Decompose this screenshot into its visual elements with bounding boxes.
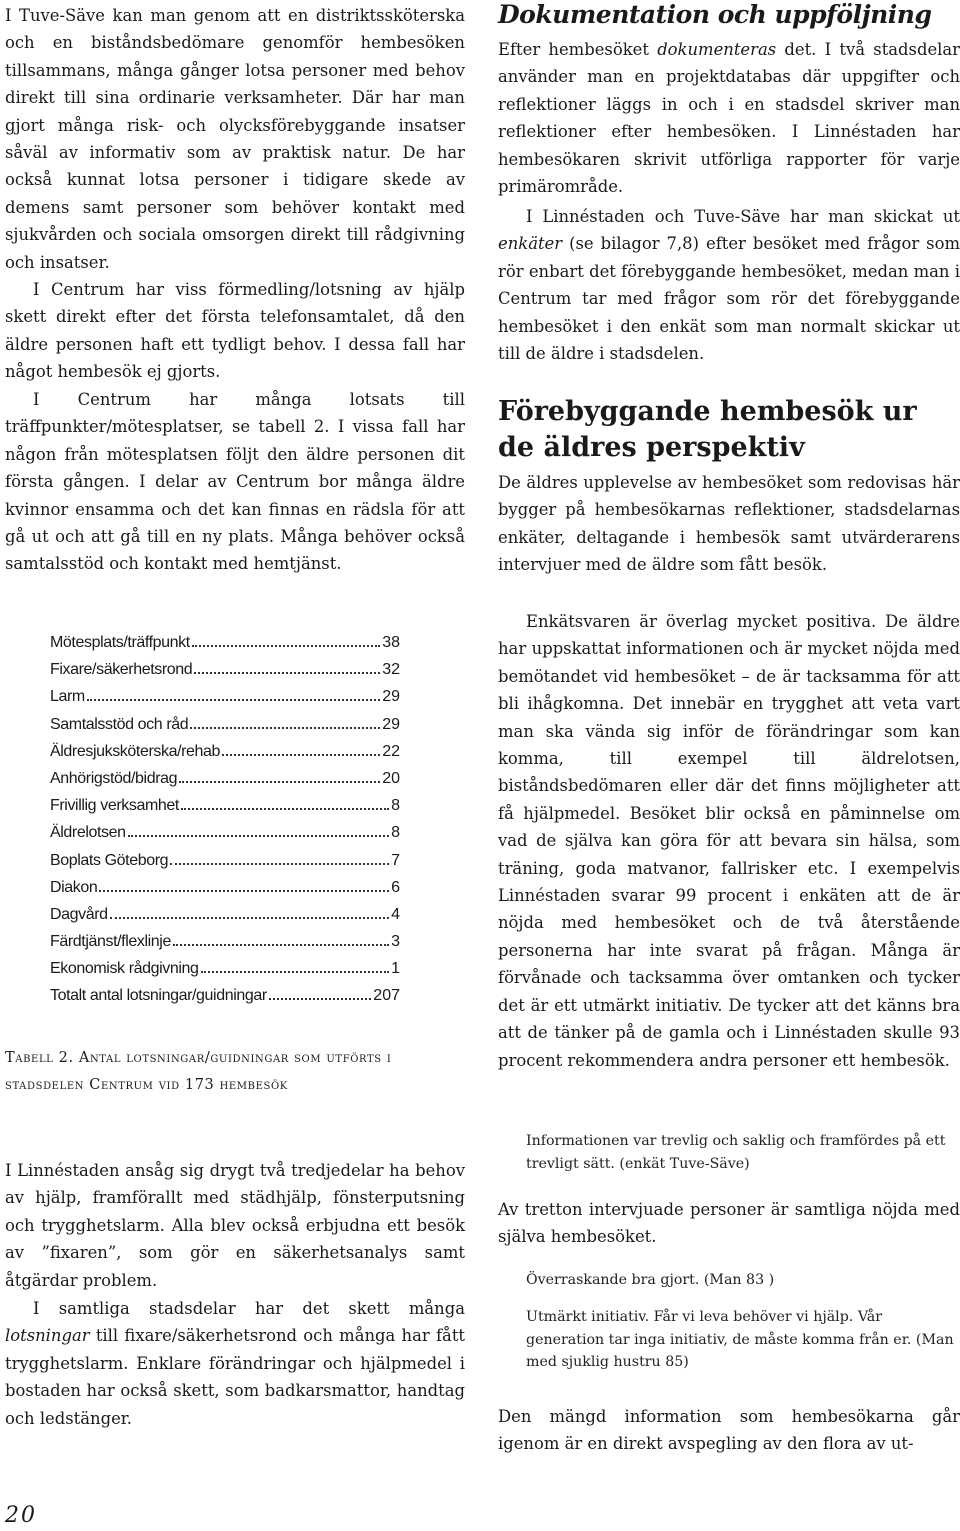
text-block-centrum-1 <box>5 276 465 386</box>
paragraph: I Centrum har viss förmedling/lotsning av hjälp skett direkt efter det första telefonsamtalet, då den äldre personen haft ett tydligt behov. I dessa fall har något hembesök ej gjorts. <box>5 280 465 382</box>
text-block-centrum-2 <box>5 386 465 578</box>
paragraph <box>498 36 960 200</box>
dot-leader <box>170 863 389 865</box>
lotsning-table <box>50 634 400 1015</box>
row-value: 1 <box>391 960 400 978</box>
text-run: I samtliga stadsdelar har det skett många <box>33 1299 465 1318</box>
emphasis: enkäter <box>498 234 563 254</box>
section-title: Förebyggande hembesök ur de äldres perspektiv <box>498 396 917 463</box>
text-run: (se bilagor 7,8) efter besöket med frågor som rör enbart det förebyggande hembesöket, medan man i Centrum tar med frågor som rör det förebyggande hembesöket i den enkät som man normalt skickar ut till de äldre i stadsdelen. <box>498 234 960 364</box>
table-row <box>50 906 400 933</box>
row-label: Ekonomisk rådgivning <box>50 960 199 978</box>
quote-man-83: Överraskande bra gjort. (Man 83 ) <box>526 1272 775 1288</box>
dot-leader <box>181 808 389 810</box>
text-block-intervjuer <box>498 1196 960 1251</box>
dot-leader <box>190 727 380 729</box>
text-block-samtliga <box>5 1295 465 1432</box>
row-value: 207 <box>373 987 400 1005</box>
table-row <box>50 879 400 906</box>
row-value: 8 <box>391 824 400 842</box>
dot-leader <box>269 998 372 1000</box>
row-label: Färdtjänst/flexlinje <box>50 933 171 951</box>
paragraph: Av tretton intervjuade personer är samtliga nöjda med själva hembesöket. <box>498 1200 960 1247</box>
dot-leader <box>110 917 389 919</box>
row-label: Totalt antal lotsningar/guidningar <box>50 987 267 1005</box>
text-block-mangd-information <box>498 1403 960 1458</box>
paragraph: De äldres upplevelse av hembesöket som redovisas här bygger på hembesökarnas reflektioner, stadsdelarnas enkäter, deltagande i hembesök samt utvärderarens intervjuer med de äldre som fått besök. <box>498 473 960 575</box>
dot-leader <box>179 781 380 783</box>
table-row <box>50 852 400 879</box>
row-label: Frivillig verksamhet <box>50 797 179 815</box>
row-value: 3 <box>391 933 400 951</box>
paragraph: I Linnéstaden ansåg sig drygt två tredjedelar ha behov av hjälp, framförallt med städhjälp, fönsterputsning och trygghetslarm. Alla blev också erbjudna ett besök av ”fixaren”, som gör en säkerhetsanalys samt åtgärdar problem. <box>5 1161 465 1290</box>
text-run: till fixare/säkerhetsrond och många har fått trygghetslarm. Enklare förändringar och hjälpmedel i bostaden har också skett, som badkarsmattor, handtag och ledstänger. <box>5 1326 465 1428</box>
quote-enkat-tuve-save: Informationen var trevlig och saklig och framfördes på ett trevligt sätt. (enkät Tuve-Säve) <box>526 1133 946 1172</box>
text-block-enkater <box>498 203 960 367</box>
row-value: 4 <box>391 905 400 923</box>
text-run: Efter hembesöket <box>498 40 658 59</box>
row-value: 7 <box>391 851 400 869</box>
subheading-dokumentation: Dokumentation och uppföljning <box>498 0 932 29</box>
text-run: I Linnéstaden och Tuve-Säve har man skickat ut <box>526 207 960 226</box>
paragraph: Enkätsvaren är överlag mycket positiva. De äldre har uppskattat informationen och är mycket nöjda med bemötandet vid hembesöket – de är tacksamma för att bli ihågkomna. Det innebär en trygghet att veta vart man ska vända sig inför de förändringar som kan komma, till exempel till äldrelotsen, biståndsbedömaren eller där det finns möjligheter att få hjälpmedel. Besöket blir också en påminnelse om vad de själva kan göra för att bevara sin hälsa, som träning, goda matvanor, fallrisker etc. I exempelvis Linnéstaden svarar 99 procent i enkäten att de är nöjda med hembesöket och de två återstående personerna har inte svarat på frågan. Många är förvånade och tacksamma över omtanken och tycker det är ett utmärkt initiativ. De tycker att det känns bra att de tänker på de gamla och i Linnéstaden skulle 93 procent rekommendera andra personer ett hembesök. <box>498 612 960 1070</box>
row-value: 8 <box>391 797 400 815</box>
row-label: Samtalsstöd och råd <box>50 715 189 733</box>
row-label: Äldresjuksköterska/rehab <box>50 742 221 760</box>
quote-man-85: Utmärkt initiativ. Får vi leva behöver vi hjälp. Vår generation tar inga initiativ, de måste komma från er. (Man med sjuklig hustru 85) <box>526 1309 954 1370</box>
row-label: Äldrelotsen <box>50 824 126 842</box>
row-value: 20 <box>382 769 400 787</box>
table-caption: Tabell 2. Antal lotsningar/guidningar som utförts i stadsdelen Centrum vid 173 hembesök <box>5 1050 392 1093</box>
table-row <box>50 933 400 960</box>
row-label: Dagvård <box>50 905 108 923</box>
row-label: Diakon <box>50 878 98 896</box>
table-row <box>50 688 400 715</box>
text-run: det. I två stadsdelar använder man en projektdatabas där uppgifter och reflektioner läggs in och i en stadsdel skriver man reflektioner efter hembesöken. I Linnéstaden har hembesökaren skrivit utförliga rapporter för varje primärområde. <box>498 40 960 197</box>
table-row <box>50 661 400 688</box>
text-block-enkatsvar <box>498 608 960 1074</box>
text-block-aldres-upplevelse <box>498 469 960 579</box>
row-value: 29 <box>382 688 400 706</box>
row-value: 29 <box>382 715 400 733</box>
table-row <box>50 987 400 1014</box>
table-row <box>50 634 400 661</box>
dot-leader <box>194 672 380 674</box>
row-label: Fixare/säkerhetsrond <box>50 661 193 679</box>
dot-leader <box>87 699 380 701</box>
paragraph <box>498 203 960 367</box>
table-row <box>50 743 400 770</box>
text-block-tuve-save <box>5 2 465 276</box>
emphasis: lotsningar <box>5 1326 90 1346</box>
row-label: Mötesplats/träffpunkt <box>50 634 190 651</box>
page-number: 20 <box>5 1503 37 1528</box>
emphasis: dokumenteras <box>657 40 777 59</box>
dot-leader <box>192 645 380 647</box>
row-label: Larm <box>50 688 85 706</box>
table-row <box>50 824 400 851</box>
table-row <box>50 960 400 987</box>
row-label: Boplats Göteborg <box>50 851 169 869</box>
row-label: Anhörigstöd/bidrag <box>50 769 178 787</box>
dot-leader <box>99 890 389 892</box>
table-row <box>50 770 400 797</box>
text-block-dokumentation <box>498 36 960 200</box>
dot-leader <box>222 754 380 756</box>
row-value: 38 <box>382 634 400 651</box>
row-value: 22 <box>382 742 400 760</box>
paragraph: Den mängd information som hembesökarna går igenom är en direkt avspegling av den flora av ut- <box>498 1407 960 1454</box>
paragraph: I Centrum har många lotsats till träffpunkter/mötesplatser, se tabell 2. I vissa fall har någon från mötesplatsen följt den äldre personen dit första gången. I delar av Centrum bor många äldre kvinnor ensamma och det kan finnas en rädsla för att gå ut och att gå till en ny plats. Många behöver också samtalsstöd och kontakt med hemtjänst. <box>5 390 465 574</box>
row-value: 32 <box>382 661 400 679</box>
row-value: 6 <box>391 878 400 896</box>
paragraph <box>5 1295 465 1432</box>
dot-leader <box>201 971 390 973</box>
table-row <box>50 716 400 743</box>
table-row <box>50 797 400 824</box>
dot-leader <box>128 835 389 837</box>
text-block-linnestaden <box>5 1157 465 1294</box>
dot-leader <box>173 944 389 946</box>
paragraph: I Tuve-Säve kan man genom att en distriktssköterska och en biståndsbedömare genomför hembesöken tillsammans, många gånger lotsa personer med behov direkt till sina ordinarie verksamheter. Där har man gjort många risk- och olycksförebyggande insatser såväl av informativ som av praktisk natur. De har också kunnat lotsa personer i tidigare skede av demens samt personer som behöver kontakt med sjukvården och sociala omsorgen direkt till rådgivning och insatser. <box>5 6 465 272</box>
